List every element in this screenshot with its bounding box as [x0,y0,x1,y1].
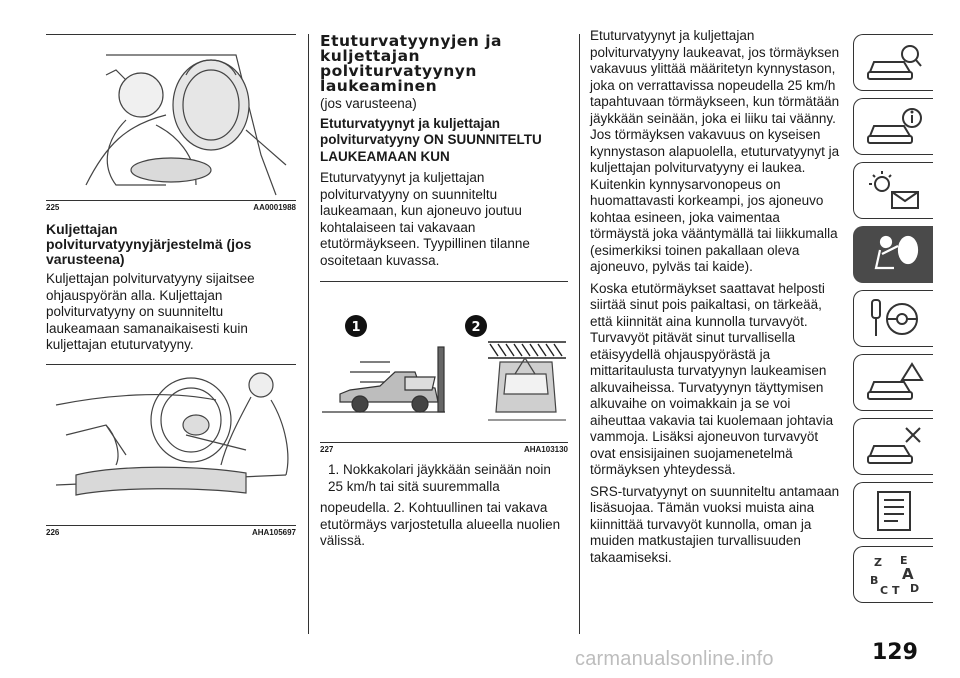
tab-maintenance[interactable] [853,418,933,475]
tab-car-info[interactable] [853,98,933,155]
body-paragraph: SRS-turvatyynyt on suunniteltu antamaan lisäsuojaa. Tämän vuoksi muista aina kiinnittää turvavyöt kunnolla, oman ja muiden matkustajien turvallisuuden takaamiseksi. [590,483,840,565]
crash-scenarios-illustration [320,282,568,442]
figure-description-2: nopeudella. 2. Kohtuullinen tai vakava etutörmäys varjostetulla alueella nuolien välissä. [320,500,561,548]
page-number: 129 [872,640,918,665]
figure-description-1: 1. Nokkakolari jäykkään seinään noin 25 km/h tai sitä suuremmalla [328,462,551,494]
tab-index[interactable] [853,546,933,603]
bold-heading: Etuturvatyynyt ja kuljettajan polviturvatyyny ON SUUNNITELTU LAUKEAMAAN KUN [320,115,542,164]
body-paragraph: Etuturvatyynyt ja kuljettajan polviturvatyyny laukeavat, jos törmäyksen vakavuus ylittää määritetyn kynnystason, joka on verrattavissa nopeudella 25 km/h tapahtuvaan törmäykseen, kun törmätään jäykkään seinään, joka ei liiku tai väänny. Jos törmäyksen vakavuus on kyseisen kynnystason alapuolella, etuturvatyynyt ja kuljettajan polviturvatyyny ei laukea. Kuitenkin kynnysarvonopeus on huomattavasti korkeampi, jos ajoneuvo kohtaa esineen, joka vaimentaa törmäystä joka vääntymällä tai liikkumalla (esimerkiksi toinen pakallaan oleva ajoneuvo, pylväs tai kaide). [590,28,840,274]
figure-227 [320,281,568,454]
figure-code: AHA105697 [251,527,296,537]
figure-226 [46,364,296,537]
column-middle [320,34,568,555]
figure-number: 226 [46,527,60,537]
index-letter: B [869,573,878,587]
figure-number: 225 [46,203,60,212]
index-letter: E [899,553,908,567]
column-left [46,34,296,537]
index-letter: D [909,581,919,595]
figure-225 [46,34,296,212]
tab-driving[interactable] [853,290,933,347]
column-right [590,28,840,571]
car-tools-icon [864,424,924,470]
watermark: carmanualsonline.info [575,648,774,670]
index-letter: C [879,583,888,597]
car-warning-icon [864,360,924,406]
driver-knee-airbag-illustration [46,365,296,525]
index-letter: Z [873,555,882,569]
section-subtitle: (jos varusteena) [320,96,417,111]
airbag-passenger-icon [864,232,924,278]
column-divider [579,34,580,634]
section-heading: Kuljettajan polviturvatyynyjärjestelmä (jos varusteena) [46,221,252,267]
warning-lights-icon [864,168,924,214]
section-title: Etuturvatyynyjen ja kuljettajan polviturvatyynyn laukeaminen [320,32,502,95]
marker-1-label: 1 [351,320,361,335]
tab-safety[interactable] [853,226,933,283]
column-divider [308,34,309,634]
tab-emergency[interactable] [853,354,933,411]
figure-code: AA0001988 [253,203,296,212]
chapter-tabs [853,34,933,610]
figure-number: 227 [320,445,334,454]
car-info-icon [864,104,924,150]
body-paragraph: Koska etutörmäykset saattavat helposti siirtää sinut pois paikaltasi, on tärkeää, että kiinnität aina kunnolla turvavyöt. Turvavyöt pitävät sinut turvallisella etäisyydellä ohjauspyörästä ja mittaritaulusta turvatyynyn laukeamisen alkuvaiheissa. Turvatyynyn täyttymisen alkuvaihe on voimakkain ja se voi aiheuttaa vakavia tai kuolemaan johtavia vammoja. Lisäksi ajoneuvon turvavyöt ovat ensisijainen suojamenetelmä törmäyksen yhteydessä. [590,280,834,477]
marker-2-label: 2 [471,320,481,335]
key-steering-wheel-icon [864,296,924,342]
body-paragraph: Kuljettajan polviturvatyyny sijaitsee ohjauspyörän alla. Kuljettajan polviturvatyyny on suunniteltu laukeamaan samanaikaisesti kuin kuljettajan etuturvatyyny. [46,271,255,352]
index-letter: A [901,564,914,583]
tab-warning-lights[interactable] [853,162,933,219]
knee-airbag-illustration [46,35,296,200]
figure-code: AHA103130 [523,445,568,454]
body-paragraph: Etuturvatyynyt ja kuljettajan polviturvatyyny on suunniteltu laukeamaan, kun ajoneuvo joutuu kohtalaiseen tai vakavaan etutörmäykseen. Tyypillinen tilanne osoitetaan kuvassa. [320,170,530,268]
index-letter: T [891,583,900,597]
car-magnifier-icon [864,40,924,86]
alphabet-index-icon [864,552,924,598]
tab-technical-data[interactable] [853,482,933,539]
tab-car-inspection[interactable] [853,34,933,91]
checklist-icon [864,488,924,534]
